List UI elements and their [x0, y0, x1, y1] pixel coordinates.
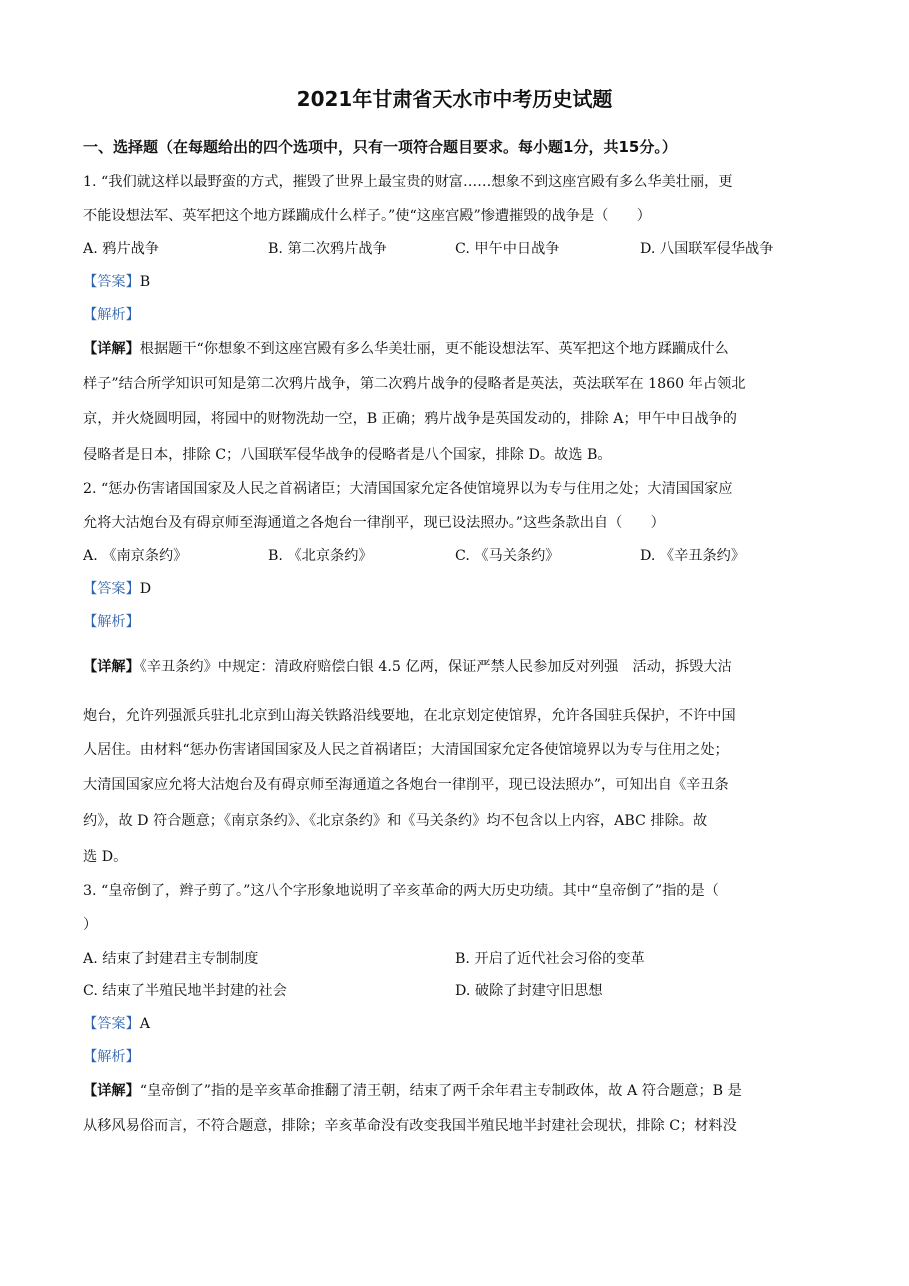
answer-label: 【答案】 — [83, 1016, 140, 1032]
detail-text: 《辛丑条约》中规定：清政府赔偿白银 4.5 亿两，保证严禁人民参加反对列强 活动，拆毁大沽 — [139, 659, 732, 675]
answer-value: A — [139, 1016, 151, 1032]
q3-stem-line-1: 3. “皇帝倒了，辫子剪了。”这八个字形象地说明了辛亥革命的两大历史功绩。其中“皇帝倒了”指的是（ — [83, 883, 719, 899]
q1-detail-line-4: 侵略者是日本，排除 C；八国联军侵华战争的侵略者是八个国家，排除 D。故选 B。 — [83, 447, 612, 463]
detail-label: 【详解】 — [83, 659, 140, 675]
q3-option-b: B. 开启了近代社会习俗的变革 — [455, 951, 645, 967]
q2-detail-line-5: 约》，故 D 符合题意；《南京条约》、《北京条约》和《马关条约》均不包含以上内容，ABC 排除。故 — [83, 813, 708, 829]
section-heading: 一、选择题（在每题给出的四个选项中，只有一项符合题目要求。每小题1分，共15分。） — [83, 138, 677, 156]
detail-label: 【详解】 — [83, 341, 140, 357]
q1-detail-line-2: 样子”结合所学知识可知是第二次鸦片战争，第二次鸦片战争的侵略者是英法，英法联军在 1860 年占领北 — [83, 376, 746, 392]
analysis-label: 【解析】 — [83, 1049, 140, 1065]
q1-option-d: D. 八国联军侵华战争 — [640, 241, 774, 257]
q1-option-b: B. 第二次鸦片战争 — [268, 241, 387, 257]
q2-option-b: B. 《北京条约》 — [268, 548, 373, 564]
q3-option-a: A. 结束了封建君主专制制度 — [83, 951, 259, 967]
q1-option-a: A. 鸦片战争 — [83, 241, 160, 257]
q3-option-d: D. 破除了封建守旧思想 — [455, 983, 603, 999]
q1-answer — [83, 271, 150, 293]
q1-stem-line-2: 不能设想法军、英军把这个地方蹂躏成什么样子。”使“这座宫殿”惨遭摧毁的战争是（ ） — [83, 208, 651, 224]
q2-detail-line-3: 人居住。由材料“惩办伤害诸国国家及人民之首祸诸臣；大清国国家允定各使馆境界以为专与住用之处； — [83, 742, 729, 758]
q2-stem-line-2: 允将大沽炮台及有碍京师至海通道之各炮台一律削平，现已设法照办。”这些条款出自（ ） — [83, 515, 665, 531]
q2-option-c: C. 《马关条约》 — [455, 548, 560, 564]
q2-answer — [83, 578, 151, 600]
q2-option-d: D. 《辛丑条约》 — [640, 548, 746, 564]
q1-option-c: C. 甲午中日战争 — [455, 241, 560, 257]
page-title: 2021年甘肃省天水市中考历史试题 — [296, 87, 613, 111]
answer-label: 【答案】 — [83, 581, 140, 597]
q1-detail-line-1 — [83, 338, 833, 360]
q2-detail-line-6: 选 D。 — [83, 849, 128, 865]
q2-detail-line-1 — [83, 656, 833, 678]
detail-text: 根据题干“你想象不到这座宫殿有多么华美壮丽，更不能设想法军、英军把这个地方蹂躏成什么 — [139, 341, 729, 357]
answer-value: B — [139, 274, 151, 290]
q3-option-c: C. 结束了半殖民地半封建的社会 — [83, 983, 287, 999]
q1-stem-line-1: 1. “我们就这样以最野蛮的方式，摧毁了世界上最宝贵的财富……想象不到这座宫殿有多么华美壮丽，更 — [83, 174, 733, 190]
q3-analysis — [83, 1046, 140, 1068]
q2-stem-line-1: 2. “惩办伤害诸国国家及人民之首祸诸臣；大清国国家允定各使馆境界以为专与住用之处；大清国国家应 — [83, 481, 733, 497]
q3-answer — [83, 1013, 150, 1035]
q2-detail-line-2: 炮台，允许列强派兵驻扎北京到山海关铁路沿线要地，在北京划定使馆界，允许各国驻兵保护，不许中国 — [83, 708, 736, 724]
answer-label: 【答案】 — [83, 274, 140, 290]
q2-analysis — [83, 611, 140, 633]
detail-text: “皇帝倒了”指的是辛亥革命推翻了清王朝，结束了两千余年君主专制政体，故 A 符合题意；B 是 — [139, 1083, 742, 1099]
analysis-label: 【解析】 — [83, 307, 140, 323]
q2-option-a: A. 《南京条约》 — [83, 548, 188, 564]
q2-detail-line-4: 大清国国家应允将大沽炮台及有碍京师至海通道之各炮台一律削平，现已设法照办”，可知出自《辛丑条 — [83, 777, 729, 793]
analysis-label: 【解析】 — [83, 614, 140, 630]
q1-analysis — [83, 304, 140, 326]
q1-detail-line-3: 京，并火烧圆明园，将园中的财物洗劫一空，B 正确；鸦片战争是英国发动的，排除 A；甲午中日战争的 — [83, 411, 737, 427]
answer-value: D — [139, 581, 152, 597]
q3-detail-line-1 — [83, 1080, 833, 1102]
q3-stem-line-2: ） — [83, 917, 98, 933]
detail-label: 【详解】 — [83, 1083, 140, 1099]
q3-detail-line-2: 从移风易俗而言，不符合题意，排除；辛亥革命没有改变我国半殖民地半封建社会现状，排除 C；材料没 — [83, 1118, 737, 1134]
